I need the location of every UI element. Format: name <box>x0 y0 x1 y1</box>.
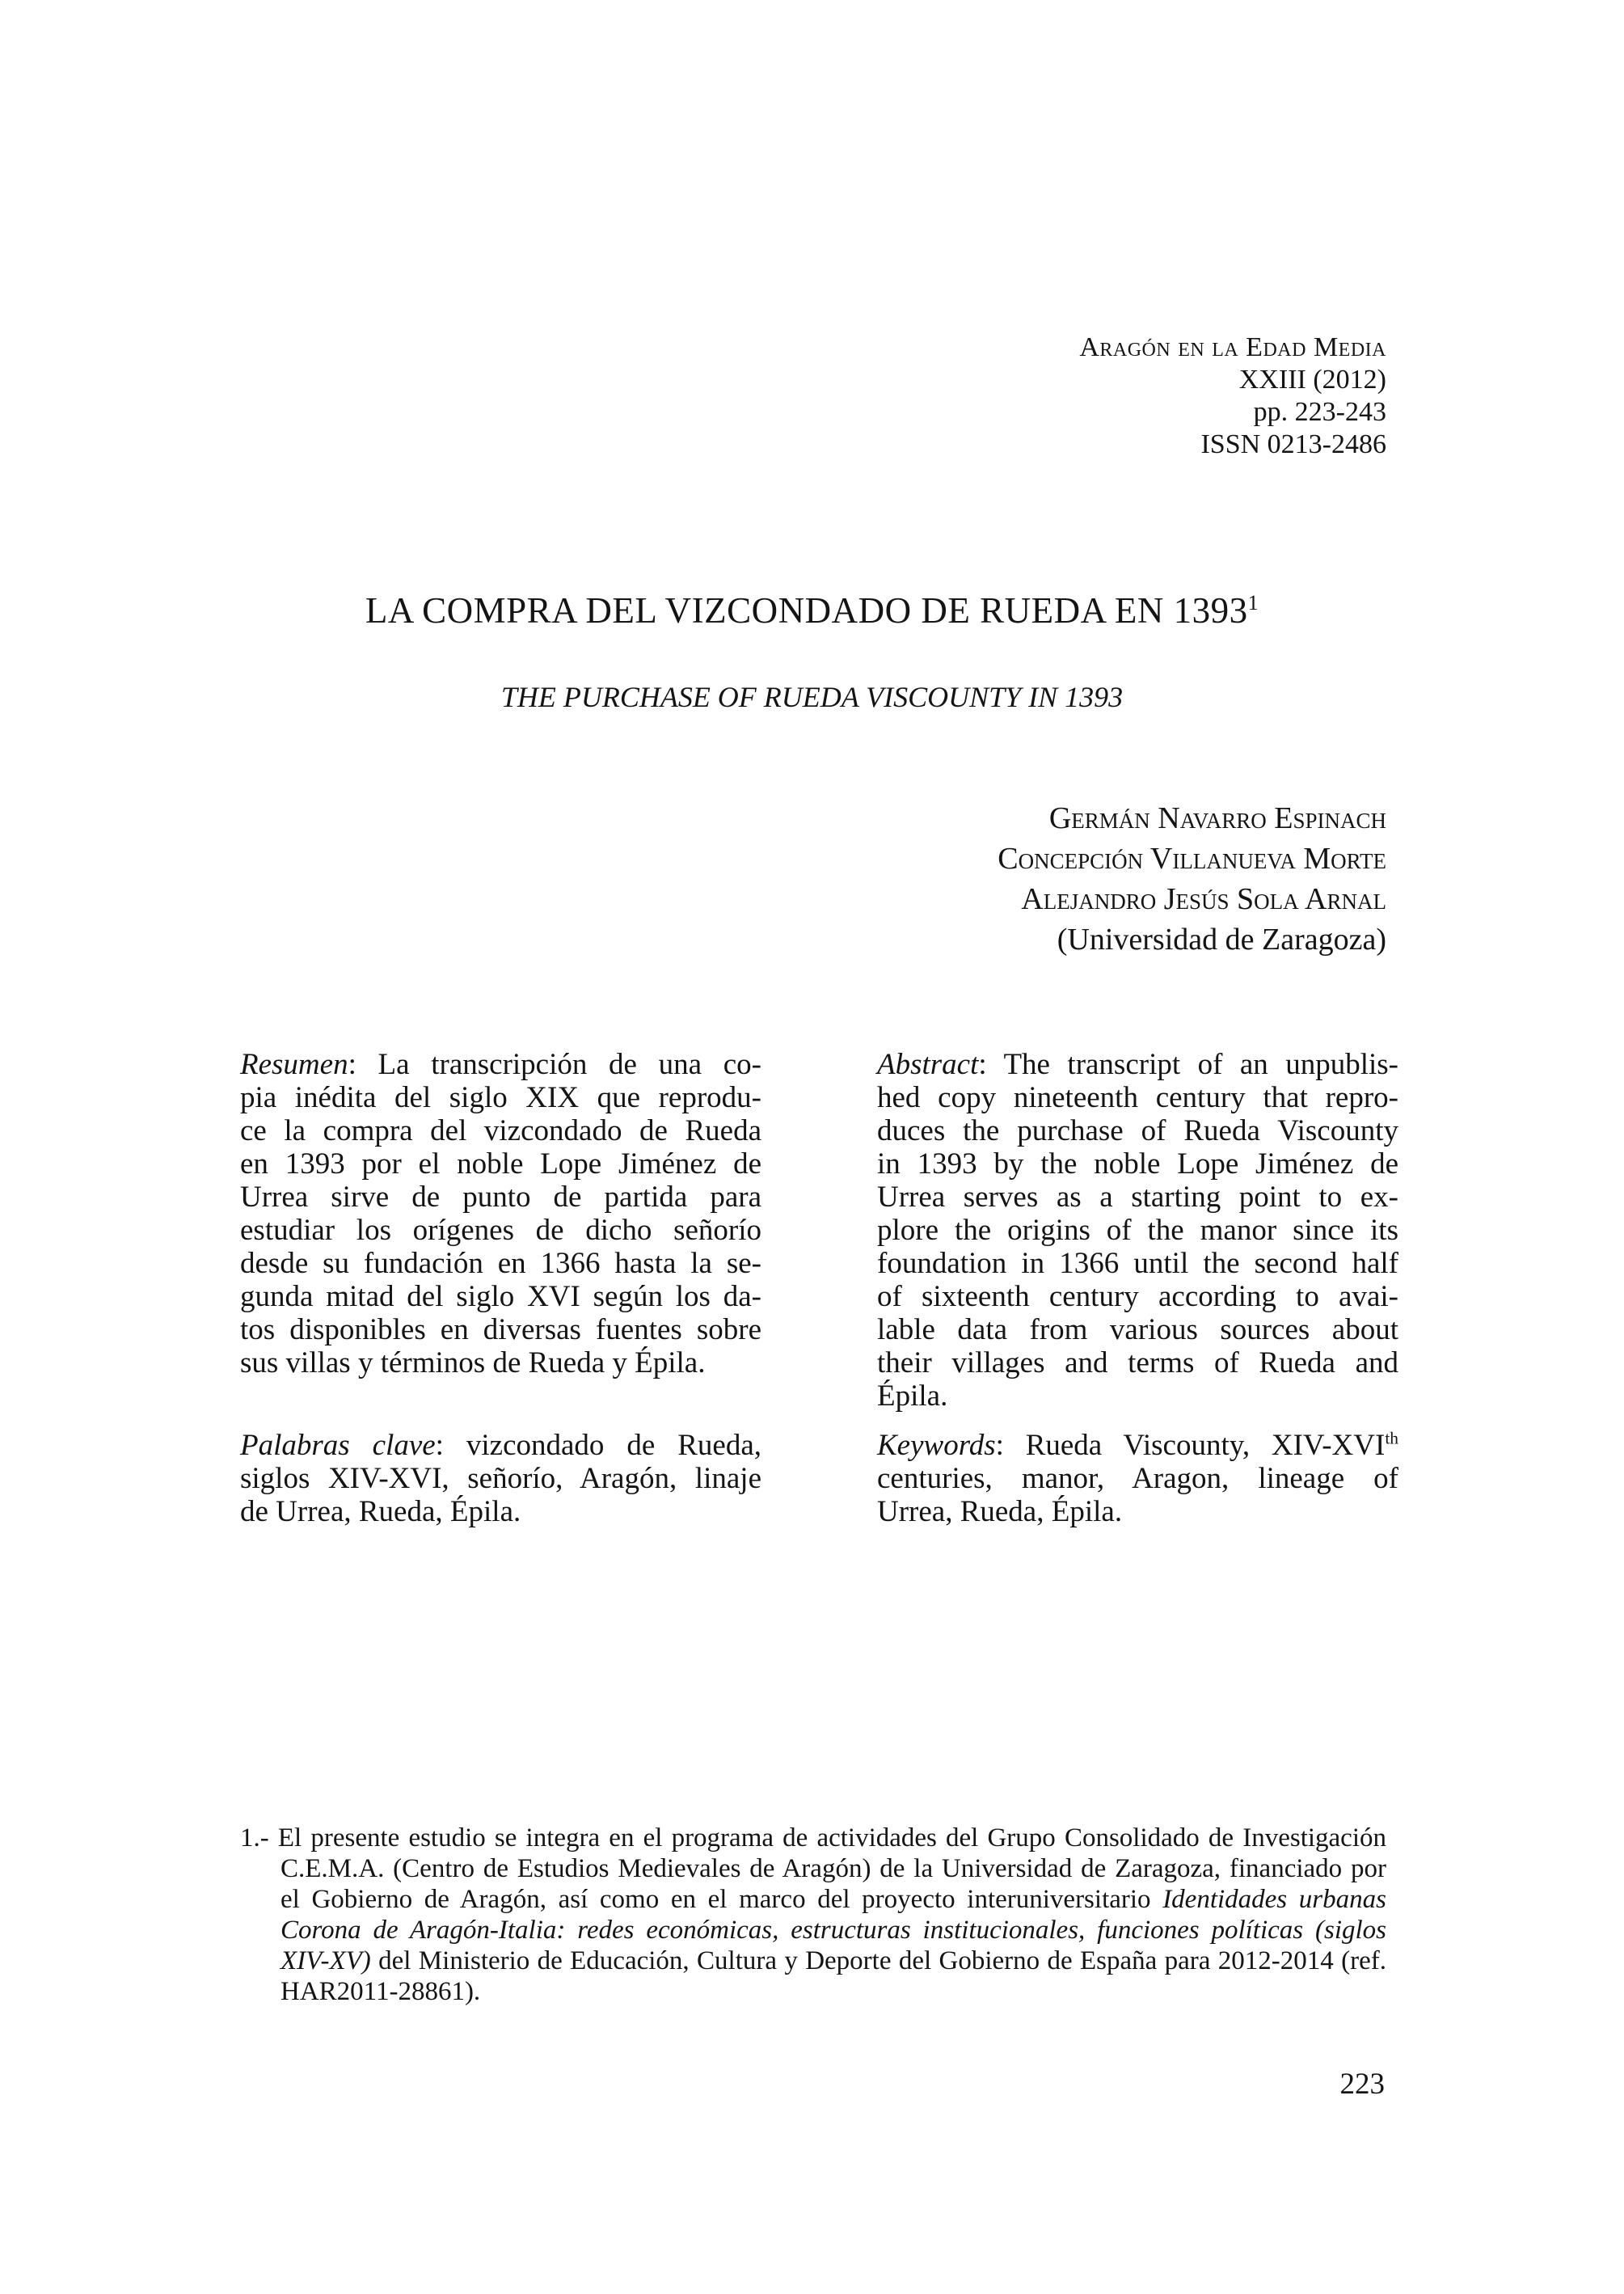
palabras-clave-paragraph: Palabras clave: vizcondado de Rueda, siglos XIV-XVI, señorío, Aragón, linaje de Urrea, Rueda, Épila. <box>240 1429 761 1528</box>
page-number: 223 <box>1339 2068 1385 2101</box>
footnote: 1.- El presente estudio se integra en el programa de actividades del Grupo Consolidado de Investigación C.E.M.A. (Centro de Estudios Medievales de Aragón) de la Universidad de Zaragoza, financiado por el Gobierno de Aragón, así como en el marco del proyecto interuniversitario Identidades urbanas Corona de Aragón-Italia: redes económicas, estructuras institucionales, funciones políticas (siglos XIV-XV) del Ministerio de Educación, Cultura y Deporte del Gobierno de España para 2012-2014 (ref. HAR2011-28861). <box>240 1823 1386 2006</box>
author-affiliation: (Universidad de Zaragoza) <box>1057 923 1386 957</box>
resumen-paragraph: Resumen: La transcripción de una co- pia inédita del siglo XIX que reprodu- ce la compra del vizcondado de Rueda en 1393 por el noble Lope Jiménez de Urrea sirve de punto de partida para estudiar los orígenes de dicho señorío desde su fundación en 1366 hasta la se- gunda mitad del siglo XVI según los da- tos disponibles en diversas fuentes sobre sus villas y términos de Rueda y Épila. <box>240 1048 761 1379</box>
journal-title: Aragón en la Edad Media <box>1079 332 1386 362</box>
journal-header <box>1079 332 1386 461</box>
journal-volume: XXIII (2012) <box>1238 365 1386 395</box>
column-english <box>877 1048 1398 1528</box>
abstract-paragraph: Abstract: The transcript of an unpublis- hed copy nineteenth century that repro- duces the purchase of Rueda Viscounty in 1393 by the noble Lope Jiménez de Urrea serves as a starting point to ex- plore the origins of the manor since its foundation in 1366 until the second half of sixteenth century according to avai- lable data from various sources about their villages and terms of Rueda and Épila. <box>877 1048 1398 1413</box>
column-spanish <box>240 1048 761 1528</box>
abstract-columns <box>240 1048 1398 1528</box>
authors-block <box>998 798 1386 960</box>
article-title: LA COMPRA DEL VIZCONDADO DE RUEDA EN 1393$^1$ <box>365 590 1259 631</box>
keywords-paragraph: Keywords: Rueda Viscounty, XIV-XVIth centuries, manor, Aragon, lineage of Urrea, Rueda, Épila. <box>877 1428 1398 1528</box>
article-subtitle: THE PURCHASE OF RUEDA VISCOUNTY IN 1393 <box>500 681 1124 713</box>
author-names: Germán Navarro Espinach Concepción Villanueva Morte Alejandro Jesús Sola Arnal <box>998 801 1386 916</box>
journal-issn: ISSN 0213-2486 <box>1200 429 1386 459</box>
journal-pages: pp. 223-243 <box>1253 397 1386 427</box>
